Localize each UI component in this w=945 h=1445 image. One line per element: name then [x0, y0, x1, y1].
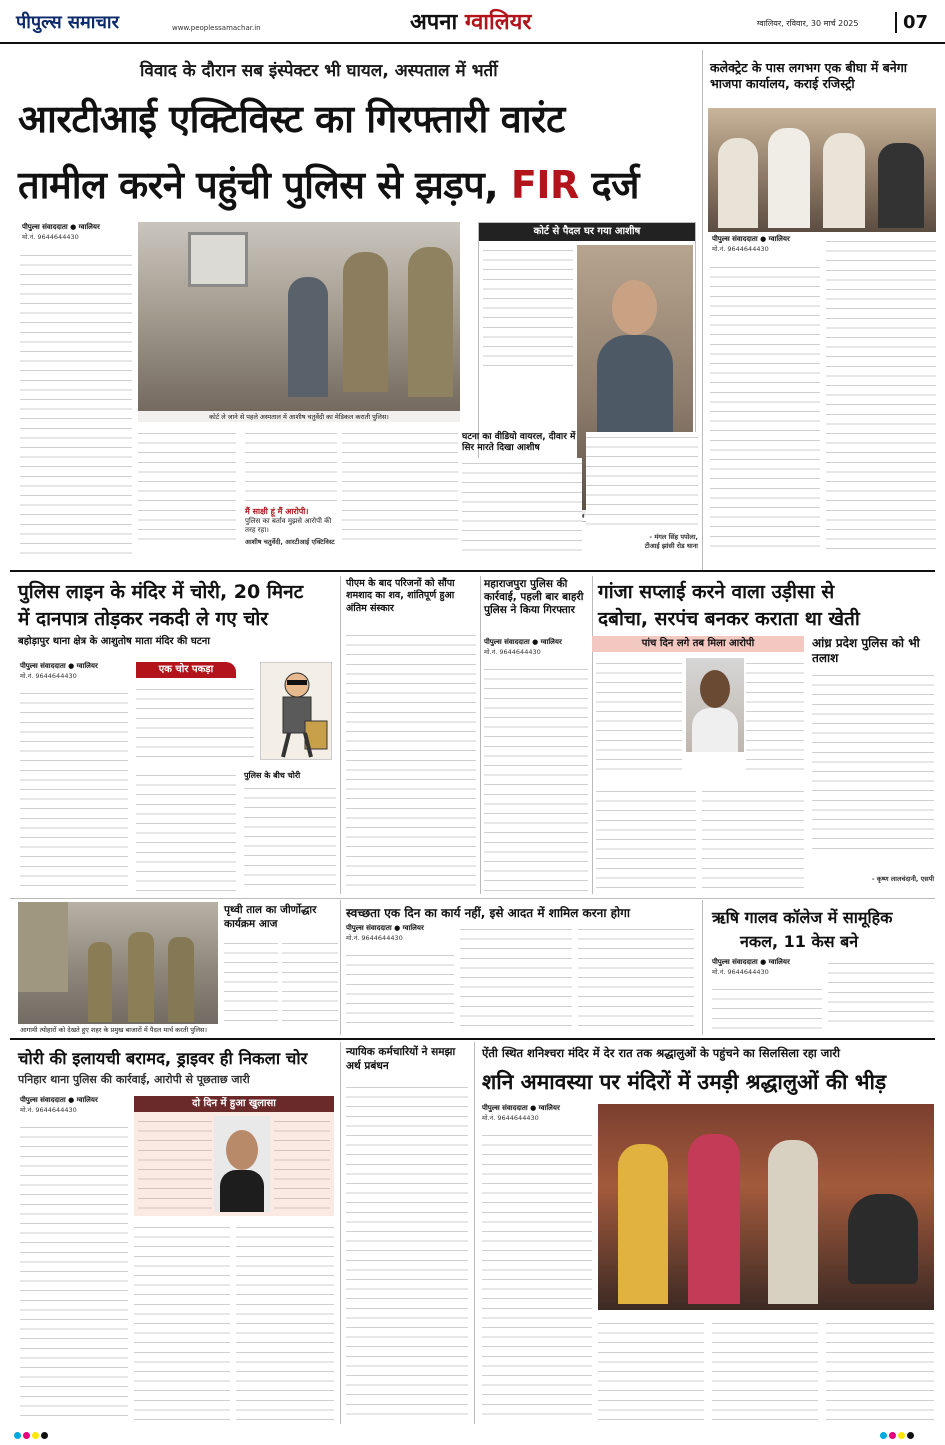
- rule-horizontal-1: [10, 570, 935, 572]
- lead-headline-1: आरटीआई एक्टिविस्ट का गिरफ्तारी वारंट: [18, 97, 565, 141]
- temple-byline-mobile: मो.नं. 9644644430: [20, 672, 77, 680]
- reg-cyan: [14, 1432, 21, 1439]
- shani-body-col2: [598, 1318, 704, 1422]
- temple-body-col2: [136, 770, 236, 894]
- quote-body: [245, 428, 337, 502]
- thief-cartoon: [260, 662, 332, 760]
- ganja-side: [812, 636, 934, 883]
- rule-vertical-maharajpur: [480, 576, 481, 894]
- photo-figure-2: [343, 252, 388, 392]
- march-police-3: [168, 937, 194, 1022]
- cardamom-headline: चोरी की इलायची बरामद, ड्राइवर ही निकला चोर: [18, 1049, 308, 1068]
- section-prefix: अपना: [410, 10, 458, 35]
- lead-headline-end: दर्ज: [591, 163, 639, 207]
- brand-logo: पीपुल्स समाचार: [16, 12, 119, 33]
- swachhata-headline: स्वच्छता एक दिन का कार्य नहीं, इसे आदत में शामिल करना होगा: [346, 906, 630, 920]
- cardamom-byline-mobile: मो.नं. 9644644430: [20, 1106, 77, 1114]
- cardamom-sub: पनिहार थाना पुलिस की कार्रवाई, आरोपी से पूछताछ जारी: [18, 1073, 250, 1086]
- cardamom-box-text-2: [274, 1116, 330, 1212]
- temple-box-text: [136, 684, 254, 760]
- lead-quote: [245, 428, 337, 546]
- cardamom-byline-name: पीपुल्स संवाददाता: [20, 1096, 66, 1104]
- lead-body-col3-lines: [342, 428, 458, 546]
- ganja-headline-2: दबोचा, सरपंच बनकर कराता था खेती: [598, 608, 860, 630]
- cardamom-body-col2: [134, 1222, 230, 1422]
- lead-byline: पीपुल्स संवाददाता ● ग्वालियर मो.नं. 9644644430: [22, 223, 132, 241]
- photo-figure-1: [288, 277, 328, 397]
- reg-black-r: [907, 1432, 914, 1439]
- byline-city: ग्वालियर: [78, 223, 100, 231]
- shani-byline-mobile: मो.नं. 9644644430: [482, 1114, 539, 1122]
- bjp-photo-people-1: [718, 138, 758, 228]
- maharajpur-body-col1: [484, 664, 588, 894]
- byline-mobile: मो.नं. 9644644430: [22, 233, 79, 241]
- funeral-body: [346, 630, 476, 894]
- copy-body-col2: [828, 958, 934, 1030]
- shani-photo: [598, 1104, 934, 1310]
- shani-byline: पीपुल्स संवाददाता ● ग्वालियर मो.नं. 9644644430: [482, 1104, 592, 1122]
- quote-line-1: मैं साक्षी हूं मैं आरोपी।: [245, 507, 309, 516]
- cardamom-box-text-1: [138, 1116, 212, 1212]
- bjp-byline-mobile: मो.नं. 9644644430: [712, 245, 769, 253]
- prithvi-body-col2: [282, 938, 338, 1022]
- bjp-body-col1: [710, 262, 820, 552]
- section-city: ग्वालियर: [464, 10, 532, 35]
- shani-body-col1: [482, 1130, 592, 1422]
- rule-vertical-ganja: [592, 576, 593, 894]
- march-photo: [18, 902, 218, 1032]
- temple-headline-2: में दानपात्र तोड़कर नकदी ले गए चोर: [18, 608, 269, 630]
- photo-wall-window: [188, 232, 248, 287]
- driver-body: [220, 1170, 264, 1212]
- lead-body-col3: [342, 428, 458, 546]
- bjp-photo-people-2: [768, 128, 810, 228]
- ganja-accused-photo: [686, 658, 744, 752]
- accused-body: [692, 708, 738, 752]
- video-body: [462, 458, 582, 553]
- swachhata-body-col2: [460, 924, 572, 1030]
- video-box: [462, 432, 582, 553]
- cardamom-body-col3: [236, 1222, 334, 1422]
- bjp-byline-city: ग्वालियर: [768, 235, 790, 243]
- right-quote-body: [586, 432, 698, 532]
- swachhata-body-col3: [578, 924, 694, 1030]
- prithvi-headline: पृथ्वी ताल का जीर्णोद्धार कार्यक्रम आज: [224, 904, 317, 930]
- ganja-body-col2: [702, 786, 804, 894]
- bjp-photo-people-3: [823, 133, 865, 228]
- march-police-1: [88, 942, 112, 1022]
- video-title: घटना का वीडियो वायरल, दीवार में सिर मारते दिखा आशीष: [462, 432, 576, 453]
- driver-photo: [214, 1116, 270, 1212]
- cardamom-box-title: दो दिन में हुआ खुलासा: [134, 1096, 334, 1112]
- ganja-box-title: पांच दिन लगे तब मिला आरोपी: [592, 636, 804, 652]
- temple-byline: पीपुल्स संवाददाता ● ग्वालियर मो.नं. 9644644430: [20, 662, 130, 680]
- maharajpur-byline-mobile: मो.नं. 9644644430: [484, 648, 541, 656]
- rule-vertical-right: [702, 50, 703, 570]
- ganja-headline-1: गांजा सप्लाई करने वाला उड़ीसा से: [598, 581, 835, 603]
- ganja-body-col1: [596, 786, 696, 894]
- thief-cartoon-icon: [261, 663, 332, 760]
- lead-headline-main: तामील करने पहुंची पुलिस से झड़प,: [18, 163, 499, 207]
- shani-body-col4: [826, 1318, 934, 1422]
- reg-cyan-r: [880, 1432, 887, 1439]
- rule-vertical-shani: [474, 1042, 475, 1424]
- masthead: [0, 0, 945, 44]
- bjp-byline-name: पीपुल्स संवाददाता: [712, 235, 758, 243]
- lead-body-col1: [20, 250, 132, 555]
- reg-yellow: [32, 1432, 39, 1439]
- bjp-photo: [708, 108, 936, 232]
- temple-body-col3-lines: [244, 783, 336, 893]
- reg-magenta: [23, 1432, 30, 1439]
- shani-byline-name: पीपुल्स संवाददाता: [482, 1104, 528, 1112]
- reg-yellow-r: [898, 1432, 905, 1439]
- shani-headline: शनि अमावस्या पर मंदिरों में उमड़ी श्रद्धालुओं की भीड़: [482, 1070, 887, 1094]
- lead-headline-fir: FIR: [510, 163, 579, 207]
- copy-headline-2: नकल, 11 केस बने: [740, 932, 859, 951]
- temple-sub2: पुलिस के बीच चोरी: [244, 771, 301, 780]
- judicial-headline: न्यायिक कर्मचारियों ने समझा अर्थ प्रबंधन: [346, 1046, 456, 1072]
- copy-body-col1: [712, 984, 822, 1030]
- temple-box: [136, 662, 332, 762]
- bjp-headline: कलेक्ट्रेट के पास लगभग एक बीघा में बनेगा भाजपा कार्यालय, कराई रजिस्ट्री: [710, 60, 908, 92]
- march-building-left: [18, 902, 68, 992]
- shani-idol: [848, 1194, 918, 1284]
- cardamom-byline: पीपुल्स संवाददाता ● ग्वालियर मो.नं. 9644644430: [20, 1096, 130, 1114]
- shani-kicker: ऐंती स्थित शनिश्चरा मंदिर में देर रात तक श्रद्धालुओं के पहुंचने का सिलसिला रहा जारी: [482, 1046, 840, 1060]
- temple-sub: बहोड़ापुर थाना क्षेत्र के आशुतोष माता मंदिर की घटना: [18, 636, 210, 647]
- rule-vertical-funeral: [340, 576, 341, 894]
- funeral-headline: पीएम के बाद परिजनों को सौंपा शमशाद का शव, शांतिपूर्ण हुआ अंतिम संस्कार: [346, 578, 455, 614]
- side-photo-face: [612, 280, 657, 335]
- judicial-body: [346, 1082, 468, 1422]
- march-police-2: [128, 932, 154, 1022]
- reg-black: [41, 1432, 48, 1439]
- ganja-credit: - कृष्ण लालचंदानी, एसपी: [871, 875, 934, 883]
- bjp-photo-people-4: [878, 143, 924, 228]
- shani-body-col3: [712, 1318, 818, 1422]
- shani-devotee-1: [618, 1144, 668, 1304]
- byline-name: पीपुल्स संवाददाता: [22, 223, 68, 231]
- shani-byline-city: ग्वालियर: [538, 1104, 560, 1112]
- bjp-byline: पीपुल्स संवाददाता ● ग्वालियर मो.नं. 9644644430: [712, 235, 822, 253]
- rule-vertical-copy: [702, 900, 703, 1035]
- ganja-side-text: [812, 670, 934, 850]
- accused-face: [700, 670, 730, 708]
- maharajpur-headline: महाराजपुरा पुलिस की कार्रवाई, पहली बार बाहरी पुलिस ने किया गिरफ्तार: [484, 578, 584, 617]
- maharajpur-byline-city: ग्वालियर: [540, 638, 562, 646]
- section-title: [410, 6, 531, 36]
- site-url[interactable]: www.peoplessamachar.in: [172, 24, 261, 32]
- cardamom-byline-city: ग्वालियर: [76, 1096, 98, 1104]
- lead-photo-caption: कोर्ट ले जाने से पहले अस्पताल में आशीष चतुर्वेदी का मेडिकल कराती पुलिस।: [138, 411, 460, 422]
- swachhata-byline: पीपुल्स संवाददाता ● ग्वालियर मो.नं. 9644644430: [346, 924, 456, 942]
- print-registration-marks: [14, 1432, 48, 1439]
- temple-headline-1: पुलिस लाइन के मंदिर में चोरी, 20 मिनट: [18, 581, 304, 603]
- lead-body-col2: [138, 428, 236, 546]
- right-quote-role: टीआई झांसी रोड थाना: [644, 542, 698, 550]
- ganja-side-title: आंध्र प्रदेश पुलिस को भी तलाश: [812, 636, 920, 665]
- temple-byline-name: पीपुल्स संवाददाता: [20, 662, 66, 670]
- rule-horizontal-2: [10, 898, 935, 899]
- lead-photo: [138, 222, 460, 422]
- rule-vertical-swachhata: [340, 900, 341, 1035]
- bjp-body-col2: [826, 236, 936, 552]
- copy-byline-name: पीपुल्स संवाददाता: [712, 958, 758, 966]
- quote-author: आशीष चतुर्वेदी, आरटीआई एक्टिविस्ट: [245, 538, 335, 546]
- maharajpur-byline: पीपुल्स संवाददाता ● ग्वालियर मो.नं. 9644644430: [484, 638, 594, 656]
- ganja-box-text: [596, 658, 682, 778]
- lead-kicker: विवाद के दौरान सब इंस्पेक्टर भी घायल, अस्पताल में भर्ती: [140, 61, 498, 81]
- copy-byline-mobile: मो.नं. 9644644430: [712, 968, 769, 976]
- quote-line-2: पुलिस का बर्ताव मुझसे आरोपी की तरह रहा।: [245, 517, 332, 534]
- rule-horizontal-3: [10, 1038, 935, 1040]
- copy-byline-city: ग्वालियर: [768, 958, 790, 966]
- photo-figure-3: [408, 247, 453, 397]
- temple-byline-city: ग्वालियर: [76, 662, 98, 670]
- swachhata-body-col1: [346, 950, 454, 1030]
- driver-face: [226, 1130, 258, 1170]
- swachhata-byline-mobile: मो.नं. 9644644430: [346, 934, 403, 942]
- copy-headline-1: ऋषि गालव कॉलेज में सामूहिक: [712, 908, 893, 927]
- page-number: 07: [895, 12, 928, 33]
- swachhata-byline-city: ग्वालियर: [402, 924, 424, 932]
- lead-headline-2: [18, 158, 639, 210]
- rule-vertical-judicial: [340, 1042, 341, 1424]
- march-photo-caption: आगामी त्योहारों को देखते हुए शहर के प्रमुख बाजारों में पैदल मार्च करती पुलिस।: [18, 1024, 338, 1035]
- maharajpur-byline-name: पीपुल्स संवाददाता: [484, 638, 530, 646]
- temple-body-col1: [20, 688, 128, 894]
- right-quote-author: - मंगल सिंह पपोला,: [649, 533, 698, 541]
- cardamom-box: [134, 1096, 334, 1216]
- copy-byline: पीपुल्स संवाददाता ● ग्वालियर मो.नं. 9644644430: [712, 958, 822, 976]
- prithvi-body-col1: [224, 938, 278, 1022]
- side-box-text: [483, 245, 573, 375]
- reg-magenta-r: [889, 1432, 896, 1439]
- dateline: ग्वालियर, रविवार, 30 मार्च 2025: [757, 19, 859, 28]
- temple-box-title: एक चोर पकड़ा: [136, 662, 236, 678]
- lead-right-quote: [586, 432, 698, 550]
- print-registration-marks-right: [880, 1432, 914, 1439]
- ganja-box-text-2: [746, 658, 804, 778]
- swachhata-byline-name: पीपुल्स संवाददाता: [346, 924, 392, 932]
- shani-devotee-2: [688, 1134, 740, 1304]
- side-box-title: कोर्ट से पैदल घर गया आशीष: [479, 223, 695, 241]
- temple-body-col3: [244, 770, 336, 893]
- shani-devotee-3: [768, 1140, 818, 1304]
- cardamom-body-col1: [20, 1122, 128, 1422]
